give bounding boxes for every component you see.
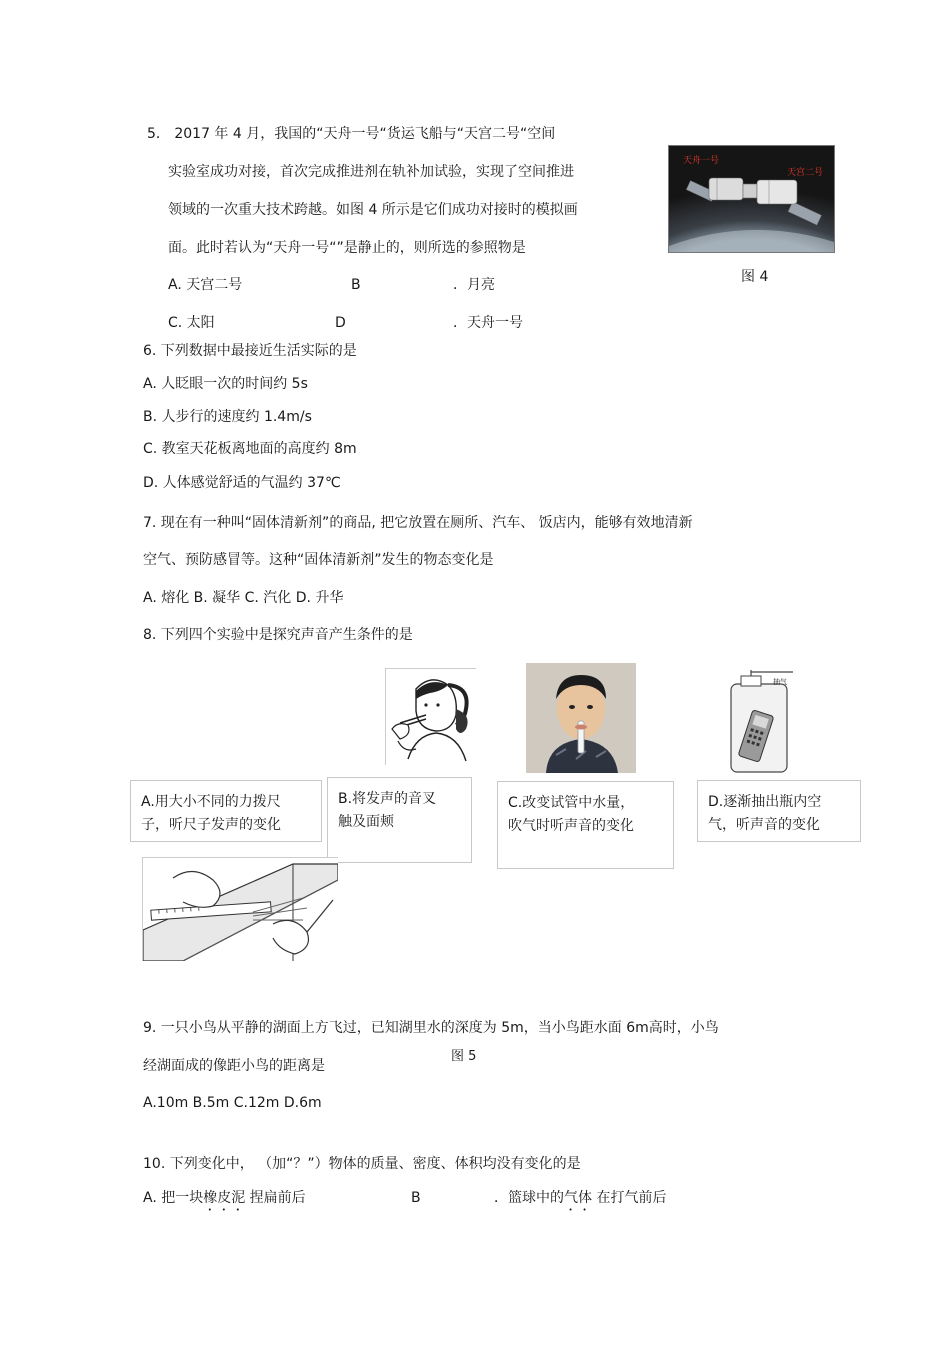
q10-option-b <box>494 1189 666 1214</box>
spacecraft-illustration <box>669 146 834 252</box>
q5-option-d-letter: D <box>335 315 346 331</box>
pump-label: 抽气 <box>773 678 787 686</box>
experiment-a-image <box>142 857 338 961</box>
experiment-b-label-box <box>327 777 472 863</box>
tuning-fork-girl-illustration <box>386 669 476 765</box>
q5-line1: 5． 2017 年 4 月，我国的“天舟一号“货运飞船与“天宫二号“空间 <box>147 126 556 142</box>
q10-option-a <box>143 1189 306 1214</box>
experiment-a-line2: 子，听尺子发声的变化 <box>141 817 281 833</box>
q8-stem: 8. 下列四个实验中是探究声音产生条件的是 <box>143 627 413 643</box>
q6-stem: 6. 下列数据中最接近生活实际的是 <box>143 343 357 359</box>
q5-option-b-text: ．月亮 <box>453 277 495 293</box>
experiment-c-photo <box>526 663 636 773</box>
bell-jar-phone-illustration <box>723 670 799 776</box>
experiment-b-label <box>338 788 436 834</box>
experiment-d-label-box <box>697 780 861 842</box>
figure-4-docking-image <box>668 145 835 253</box>
q10-option-a-emphasis: 橡皮泥 <box>203 1190 246 1206</box>
q9-line1: 9. 一只小鸟从平静的湖面上方飞过，已知湖里水的深度为 5m，当小鸟距水面 6m高时，小鸟 <box>143 1020 719 1036</box>
experiment-b-image <box>385 668 476 765</box>
q7-options: A. 熔化 B. 凝华 C. 汽化 D. 升华 <box>143 590 344 606</box>
q5-line3: 领域的一次重大技术跨越。如图 4 所示是它们成功对接时的模拟画 <box>168 202 578 218</box>
q5-line4: 面。此时若认为“天舟一号“”是静止的，则所选的参照物是 <box>168 240 526 256</box>
q10-option-a-prefix: A. 把一块 <box>143 1190 204 1206</box>
q10-option-b-prefix: ．篮球中的 <box>494 1190 564 1206</box>
q5-option-b-letter: B <box>351 277 361 293</box>
experiment-c-label <box>508 792 634 838</box>
tiangong-label: 天宫二号 <box>787 168 824 178</box>
figure-5-caption: 图 5 <box>451 1049 477 1064</box>
q7-line1: 7. 现在有一种叫“固体清新剂”的商品, 把它放置在厕所、汽车、 饭店内，能够有效地清新 <box>143 515 693 531</box>
experiment-c-line1: C.改变试管中水量， <box>508 795 635 811</box>
q6-option-b: B. 人步行的速度约 1.4m/s <box>143 409 312 425</box>
tianzhou-label: 天舟一号 <box>683 156 720 166</box>
experiment-b-line2: 触及面颊 <box>338 814 394 830</box>
ruler-table-illustration <box>143 858 338 961</box>
q5-option-d-text: ．天舟一号 <box>453 315 523 331</box>
experiment-d-image <box>723 670 799 776</box>
q10-option-a-suffix: 捏扁前后 <box>245 1190 306 1206</box>
experiment-d-line1: D.逐渐抽出瓶内空 <box>708 794 822 810</box>
boy-test-tube-illustration <box>526 663 636 773</box>
experiment-c-label-box <box>497 781 674 869</box>
q10-option-b-letter: B <box>411 1190 421 1206</box>
q10-option-b-emphasis: 气体 <box>564 1190 592 1206</box>
q5-option-c: C. 太阳 <box>168 315 215 331</box>
q5-option-a: A. 天宫二号 <box>168 277 243 293</box>
experiment-a-label <box>141 791 281 837</box>
experiment-d-line2: 气，听声音的变化 <box>708 817 820 833</box>
experiment-a-label-box <box>130 780 322 842</box>
experiment-d-label <box>708 791 821 837</box>
experiment-b-line1: B.将发声的音叉 <box>338 791 437 807</box>
q6-option-d: D. 人体感觉舒适的气温约 37℃ <box>143 475 341 491</box>
q7-line2: 空气、预防感冒等。这种“固体清新剂”发生的物态变化是 <box>143 552 494 568</box>
experiment-a-line1: A.用大小不同的力拨尺 <box>141 794 281 810</box>
figure-4-caption: 图 4 <box>741 269 769 285</box>
q10-stem: 10. 下列变化中， （加“？”）物体的质量、密度、体积均没有变化的是 <box>143 1156 581 1172</box>
q9-line2: 经湖面成的像距小鸟的距离是 <box>143 1058 325 1074</box>
q9-options: A.10m B.5m C.12m D.6m <box>143 1095 322 1111</box>
experiment-c-line2: 吹气时听声音的变化 <box>508 818 634 834</box>
q10-option-b-suffix: 在打气前后 <box>592 1190 667 1206</box>
q6-option-a: A. 人眨眼一次的时间约 5s <box>143 376 308 392</box>
q6-option-c: C. 教室天花板离地面的高度约 8m <box>143 441 357 457</box>
q5-line2: 实验室成功对接，首次完成推进剂在轨补加试验，实现了空间推进 <box>168 164 574 180</box>
